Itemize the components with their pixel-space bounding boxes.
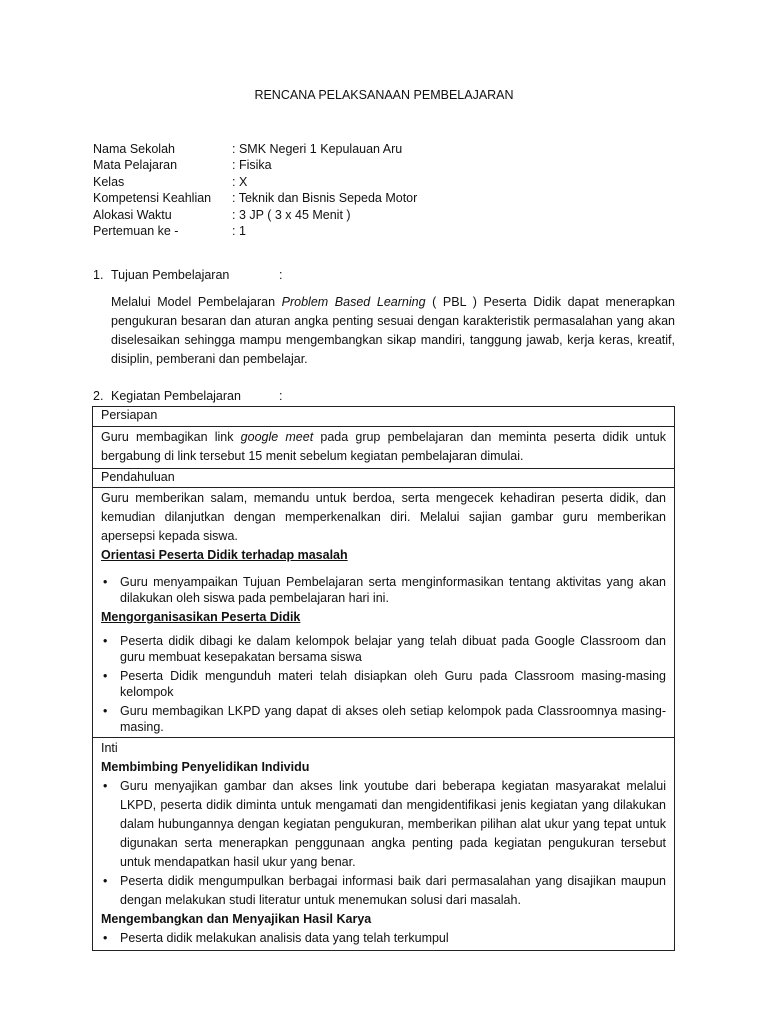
tujuan-text-italic: Problem Based Learning (281, 295, 426, 309)
info-row (93, 191, 417, 207)
info-value: : Teknik dan Bisnis Sepeda Motor (232, 191, 418, 206)
section-title: Tujuan Pembelajaran (111, 268, 230, 282)
table-row (93, 738, 675, 951)
mengorganisasikan-heading: Mengorganisasikan Peserta Didik (101, 610, 301, 625)
section-colon: : (279, 268, 283, 282)
persiapan-text: Guru membagikan link (101, 429, 241, 444)
info-label: Kompetensi Keahlian (93, 191, 212, 206)
tujuan-heading (93, 268, 282, 284)
inti-label: Inti (101, 741, 118, 756)
persiapan-text-italic: google meet (240, 429, 314, 444)
info-row (93, 208, 417, 224)
list-item: • Peserta Didik mengunduh materi telah disiapkan oleh Guru pada Classroom masing-masing kelompok (101, 668, 666, 700)
info-row (93, 142, 417, 158)
document-title: RENCANA PELAKSANAAN PEMBELAJARAN (254, 88, 514, 102)
info-label: Alokasi Waktu (93, 207, 172, 222)
mengembangkan-list (101, 929, 666, 948)
info-value: : Fisika (232, 158, 272, 173)
info-value: : 3 JP ( 3 x 45 Menit ) (232, 207, 351, 222)
mengorganisasikan-list (101, 633, 666, 735)
info-row (93, 158, 417, 174)
kegiatan-table (92, 406, 675, 951)
info-row (93, 224, 417, 240)
section-colon: : (279, 389, 283, 403)
section-number: 2. (93, 389, 104, 403)
list-item: • Peserta didik melakukan analisis data yang telah terkumpul (101, 929, 666, 948)
info-label: Pertemuan ke - (93, 223, 179, 238)
info-label: Kelas (93, 174, 125, 189)
pendahuluan-content-cell (93, 488, 675, 738)
persiapan-content-cell (93, 426, 675, 468)
tujuan-text: Melalui Model Pembelajaran (111, 295, 282, 309)
orientasi-heading: Orientasi Peserta Didik terhadap masalah (101, 548, 348, 563)
membimbing-heading: Membimbing Penyelidikan Individu (101, 760, 310, 775)
section-title: Kegiatan Pembelajaran (111, 389, 241, 403)
info-value: : SMK Negeri 1 Kepulauan Aru (232, 142, 403, 156)
info-value: : 1 (232, 223, 246, 238)
section-number: 1. (93, 268, 104, 282)
pendahuluan-text: Guru memberikan salam, memandu untuk berdoa, serta mengecek kehadiran peserta didik, dan kemudian dilanjutkan dengan memperkenalkan diri. Melalui sajian gambar guru memberikan apersepsi kepada siswa. (101, 491, 666, 544)
persiapan-text-cont: pada grup pembelajaran dan meminta peserta didik untuk bergabung di link tersebut 15 menit sebelum kegiatan pembelajaran dimulai. (101, 429, 666, 463)
tujuan-text-cont: ( PBL ) Peserta Didik dapat menerapkan pengukuran besaran dan aturan angka penting sesuai dengan karakteristik permasalahan yang akan diselesaikan sehingga mampu mengembangkan sikap mandiri, tanggung jawab, kerja keras, kreatif, disiplin, pemberani dan pembelajar. (111, 295, 675, 366)
orientasi-list (101, 574, 666, 606)
info-block (93, 142, 417, 240)
pendahuluan-label-cell: Pendahuluan (93, 468, 675, 488)
tujuan-paragraph (111, 293, 675, 369)
mengembangkan-heading: Mengembangkan dan Menyajikan Hasil Karya (101, 912, 372, 927)
list-item: • Guru menyampaikan Tujuan Pembelajaran serta menginformasikan tentang aktivitas yang akan dilakukan oleh siswa pada pembelajaran hari ini. (101, 574, 666, 606)
list-item: • Guru membagikan LKPD yang dapat di akses oleh setiap kelompok pada Classroomnya masing-masing. (101, 703, 666, 735)
table-row (93, 488, 675, 738)
table-row (93, 407, 675, 427)
kegiatan-heading (93, 389, 282, 405)
membimbing-list (101, 777, 666, 910)
info-label: Nama Sekolah (93, 142, 175, 156)
inti-content-cell (93, 738, 675, 951)
info-label: Mata Pelajaran (93, 158, 178, 173)
info-value: : X (232, 174, 248, 189)
table-row (93, 468, 675, 488)
persiapan-label-cell: Persiapan (93, 407, 675, 427)
list-item: • Peserta didik dibagi ke dalam kelompok belajar yang telah dibuat pada Google Classroom dan guru membuat kesepakatan bersama siswa (101, 633, 666, 665)
list-item: • Guru menyajikan gambar dan akses link youtube dari beberapa kegiatan masyarakat melalui LKPD, peserta didik diminta untuk mengamati dan mengidentifikasi jenis kegiatan yang dilakukan dalam hubungannya dengan kegiatan pengukuran, memberikan pilihan alat ukur yang tepat untuk digunakan serta menerapkan penggunaan angka penting pada kegiatan pengukuran tersebut untuk mendapatkan hasil ukur yang benar. (101, 777, 666, 872)
info-row (93, 175, 417, 191)
table-row (93, 426, 675, 468)
list-item: • Peserta didik mengumpulkan berbagai informasi baik dari permasalahan yang disajikan maupun dengan melakukan studi literatur untuk menemukan solusi dari masalah. (101, 872, 666, 910)
